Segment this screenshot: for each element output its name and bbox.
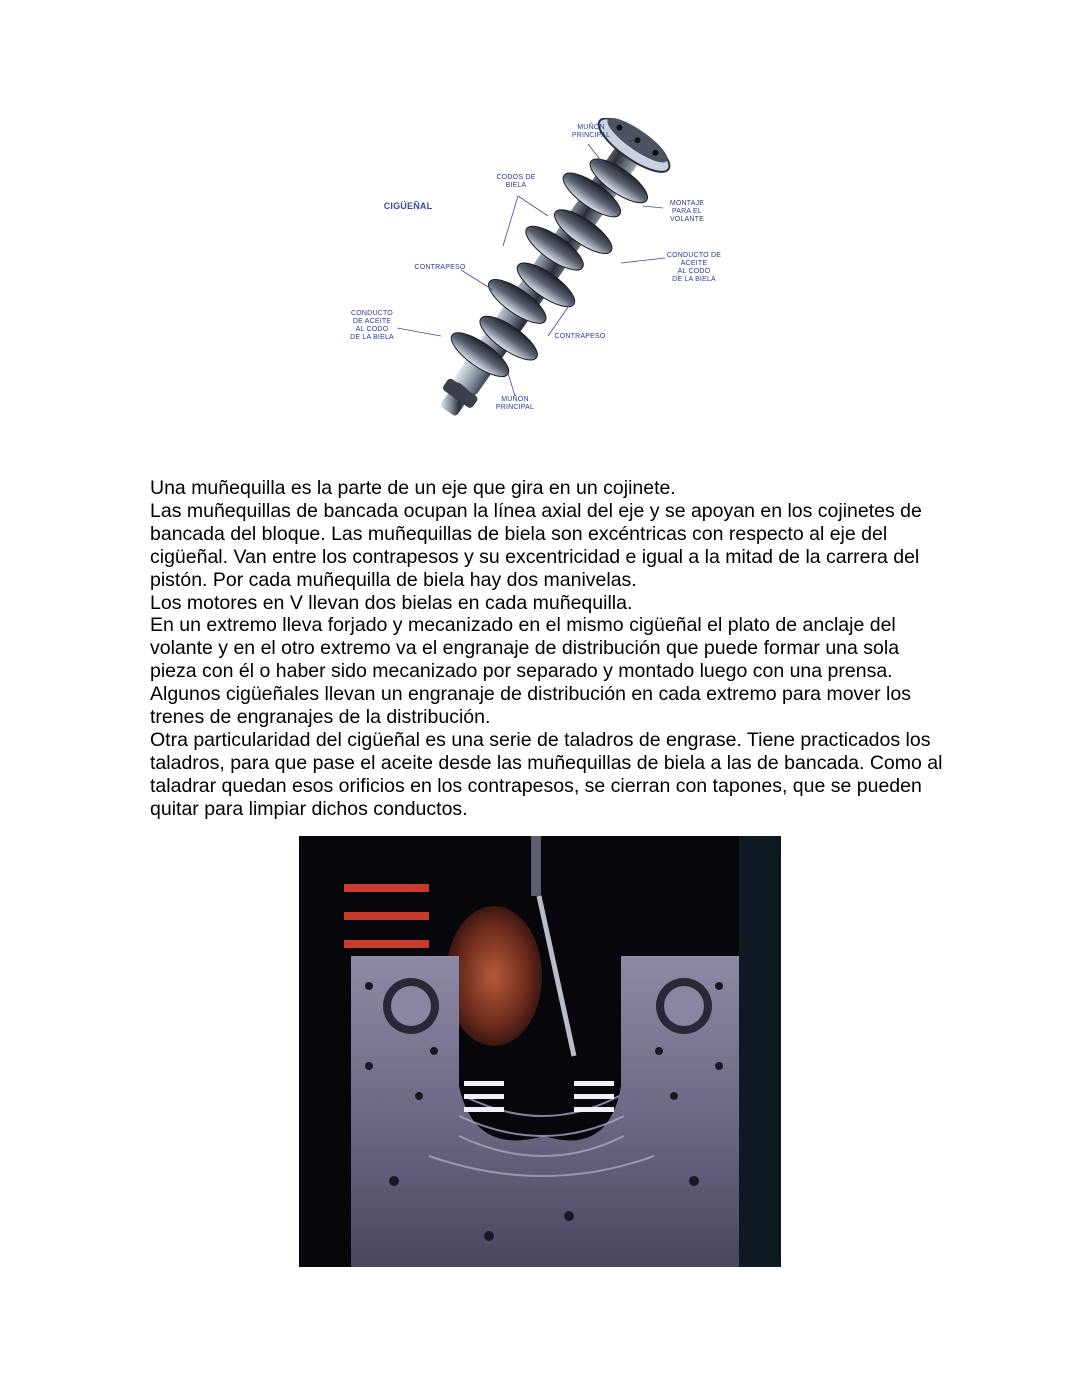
label-cigueñal: CIGÜEÑAL <box>383 201 433 211</box>
paragraph: En un extremo lleva forjado y mecanizado en el mismo cigüeñal el plato de anclaje del volante y en el otro extremo va el engranaje de distribución que puede formar una sola pieza con él o haber sido mecanizado por separado y montado luego con una prensa. Algunos cigüeñales llevan un engranaje de distribución en cada extremo para mover los trenes de engranajes de la distribución. <box>150 614 911 729</box>
label-munon-principal-top: MUÑON PRINCIPAL <box>571 124 611 139</box>
paragraph: Las muñequillas de bancada ocupan la línea axial del eje y se apoyan en los cojinetes de bancada del bloque. Las muñequillas de biela son excéntricas con respecto al eje del cigüeñal. Van entre los contrapesos y su excentricidad e igual a la mitad de la carrera del pistón. Por cada muñequilla de biela hay dos manivelas. <box>150 499 922 591</box>
label-contrapeso-right: CONTRAPESO <box>554 333 606 340</box>
paragraph: Una muñequilla es la parte de un eje que gira en un cojinete. <box>150 477 676 499</box>
engine-block-illustration <box>299 836 781 1267</box>
crankshaft-diagram <box>343 118 735 424</box>
label-codos-de-biela: CODOS DE BIELA <box>496 174 536 189</box>
label-munon-principal-bottom: MUÑON PRINCIPAL <box>495 396 535 411</box>
body-text <box>150 477 950 821</box>
label-montaje-volante: MONTAJE PARA EL VOLANTE <box>669 200 705 223</box>
engine-block-photo <box>299 836 781 1267</box>
paragraph: Los motores en V llevan dos bielas en cada muñequilla. <box>150 591 633 614</box>
label-conducto-aceite-right: CONDUCTO DE ACEITE AL CODO DE LA BIELA <box>666 252 722 283</box>
paragraph: Otra particularidad del cigüeñal es una serie de taladros de engrase. Tiene practicados los taladros, para que pase el aceite desde las muñequillas de biela a las de bancada. Como al taladrar quedan esos orificios en los contrapesos, se cierran con tapones, que se pueden quitar para limpiar dichos conductos. <box>150 728 943 820</box>
label-contrapeso-left: CONTRAPESO <box>414 264 466 271</box>
label-conducto-aceite-left: CONDUCTO DE ACEITE AL CODO DE LA BIELA <box>350 310 394 341</box>
